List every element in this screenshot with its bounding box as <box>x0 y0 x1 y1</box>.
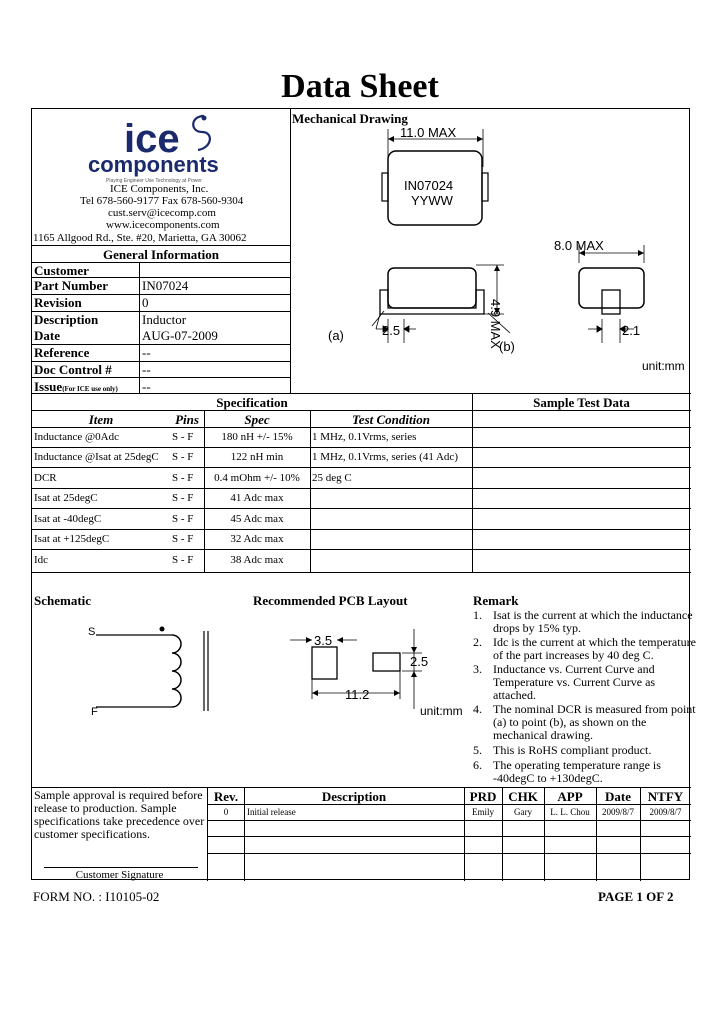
dim-width: 11.0 MAX <box>400 125 457 140</box>
rev-header: APP <box>557 789 583 804</box>
value-description: Inductor <box>142 312 187 327</box>
pcb-unit: unit:mm <box>420 704 463 718</box>
spec-item: Isat at 25degC <box>34 492 98 504</box>
rev-cell: L. L. Chou <box>550 807 590 817</box>
logo-tagline: Playing Engineer Use Technology at Power <box>106 178 202 184</box>
remark-line: attached. <box>493 688 536 702</box>
spec-value: 32 Adc max <box>230 533 284 545</box>
company-name: ICE Components, Inc. <box>110 183 209 195</box>
point-b-label: (b) <box>499 339 515 354</box>
spec-item: Isat at -40degC <box>34 513 102 525</box>
label-part-number: Part Number <box>34 278 109 293</box>
rev-cell: 0 <box>223 807 229 817</box>
logo-text-ice: ice <box>124 117 180 161</box>
spec-pins: S - F <box>172 472 194 484</box>
spec-pins: S - F <box>172 492 194 504</box>
remark-num: 5. <box>473 743 482 757</box>
remark-line: mechanical drawing. <box>493 728 593 742</box>
spec-value: 0.4 mOhm +/- 10% <box>214 472 300 484</box>
rev-cell: Initial release <box>247 807 296 817</box>
rev-header: Date <box>605 789 631 804</box>
remark-line: The operating temperature range is <box>493 758 661 772</box>
pcb-layout-heading: Recommended PCB Layout <box>253 593 408 608</box>
page-title: Data Sheet <box>281 68 439 105</box>
marking-part: IN07024 <box>404 178 454 193</box>
dim-pad: 2.5 <box>382 323 401 338</box>
point-a-label: (a) <box>328 328 344 343</box>
value-doc-control: -- <box>142 362 151 377</box>
spec-value: 180 nH +/- 15% <box>221 431 293 443</box>
label-customer: Customer <box>34 263 89 278</box>
remark-line: Temperature vs. Current Curve as <box>493 675 656 689</box>
schematic-heading: Schematic <box>34 593 92 608</box>
spec-pins: S - F <box>172 513 194 525</box>
col-item: Item <box>88 412 114 427</box>
col-test-condition: Test Condition <box>352 412 430 427</box>
spec-item: Inductance @Isat at 25degC <box>34 451 159 463</box>
remark-num: 2. <box>473 635 482 649</box>
rev-header: Rev. <box>213 789 239 804</box>
spec-item: Inductance @0Adc <box>34 431 119 443</box>
rev-cell: 2009/8/7 <box>601 807 634 817</box>
logo-swirl-icon <box>182 112 218 156</box>
dim-pad-end: 2.1 <box>622 323 641 338</box>
spec-pins: S - F <box>172 554 194 566</box>
spec-pins: S - F <box>172 451 194 463</box>
label-doc-control: Doc Control # <box>34 362 112 377</box>
signature-line[interactable] <box>44 867 198 868</box>
label-reference: Reference <box>34 345 90 360</box>
mech-unit: unit:mm <box>642 359 685 373</box>
spec-item: DCR <box>34 472 57 484</box>
remark-line: drops by 15% typ. <box>493 621 581 635</box>
remark-line: -40degC to +130degC. <box>493 771 603 785</box>
pin-s-label: S <box>88 626 96 638</box>
rev-cell: Gary <box>514 807 532 817</box>
approval-line: customer specifications. <box>34 827 150 841</box>
col-pins: Pins <box>175 412 199 427</box>
col-spec: Spec <box>244 412 270 427</box>
value-part-number: IN07024 <box>142 278 189 293</box>
spec-value: 41 Adc max <box>230 492 284 504</box>
remark-num: 3. <box>473 662 482 676</box>
remark-line: Idc is the current at which the temperature <box>493 635 696 649</box>
datasheet-frame <box>31 108 696 881</box>
customer-signature-label: Customer Signature <box>75 869 164 881</box>
spec-condition: 25 deg C <box>312 472 352 484</box>
company-address: 1165 Allgood Rd., Ste. #20, Marietta, GA 30062 <box>33 232 247 244</box>
approval-line: Sample approval is required before <box>34 788 203 802</box>
form-number: FORM NO. : I10105-02 <box>33 889 160 904</box>
approval-line: specifications take precedence over <box>34 814 205 828</box>
remark-num: 6. <box>473 758 482 772</box>
spec-value: 38 Adc max <box>230 554 284 566</box>
rev-header: NTFY <box>647 789 684 804</box>
mechanical-drawing <box>292 123 690 393</box>
spec-pins: S - F <box>172 431 194 443</box>
spec-item: Idc <box>34 554 49 566</box>
remark-line: Isat is the current at which the inductance <box>493 608 693 622</box>
label-revision: Revision <box>34 295 82 310</box>
rev-cell: Emily <box>472 807 494 817</box>
marking-date-code: YYWW <box>411 193 453 208</box>
remark-line: The nominal DCR is measured from point <box>493 702 696 716</box>
pcb-dim-b: 2.5 <box>410 654 429 669</box>
company-email[interactable]: cust.serv@icecomp.com <box>108 207 216 219</box>
rev-header: PRD <box>469 789 497 804</box>
pin-f-label: F <box>91 706 98 718</box>
label-description: Description <box>34 312 99 327</box>
value-date: AUG-07-2009 <box>142 328 218 343</box>
remark-num: 4. <box>473 702 482 716</box>
company-website[interactable]: www.icecomponents.com <box>106 219 220 231</box>
spec-value: 122 nH min <box>230 451 284 463</box>
dim-depth: 8.0 MAX <box>554 238 604 253</box>
label-issue: Issue(For ICE use only) <box>34 379 118 394</box>
spec-value: 45 Adc max <box>230 513 284 525</box>
value-issue: -- <box>142 379 151 394</box>
company-phone: Tel 678-560-9177 Fax 678-560-9304 <box>80 195 244 207</box>
remark-line: This is RoHS compliant product. <box>493 743 652 757</box>
remark-num: 1. <box>473 608 482 622</box>
spec-pins: S - F <box>172 533 194 545</box>
spec-heading: Specification <box>216 395 288 410</box>
remark-line: (a) to point (b), as shown on the <box>493 715 647 729</box>
value-revision: 0 <box>142 295 149 310</box>
dim-height: 4.9 MAX <box>488 299 503 349</box>
rev-header: Description <box>321 789 387 804</box>
spec-condition: 1 MHz, 0.1Vrms, series <box>312 431 417 443</box>
general-info-heading: General Information <box>103 247 219 262</box>
label-date: Date <box>34 328 60 343</box>
remark-line: Inductance vs. Current Curve and <box>493 662 655 676</box>
spec-item: Isat at +125degC <box>34 533 110 545</box>
mech-drawing-heading: Mechanical Drawing <box>292 111 408 126</box>
logo-text-components: components <box>88 152 219 177</box>
remark-line: of the part increases by 40 deg C. <box>493 648 654 662</box>
approval-line: release to production. Sample <box>34 801 177 815</box>
remark-heading: Remark <box>473 593 519 608</box>
value-reference: -- <box>142 345 151 360</box>
rev-cell: 2009/8/7 <box>649 807 682 817</box>
sample-test-data-heading: Sample Test Data <box>533 395 630 410</box>
pcb-dim-a: 3.5 <box>314 633 333 648</box>
spec-condition: 1 MHz, 0.1Vrms, series (41 Adc) <box>312 451 458 463</box>
pcb-dim-c: 11.2 <box>345 687 370 702</box>
page-number: PAGE 1 OF 2 <box>598 889 674 904</box>
rev-header: CHK <box>508 789 538 804</box>
